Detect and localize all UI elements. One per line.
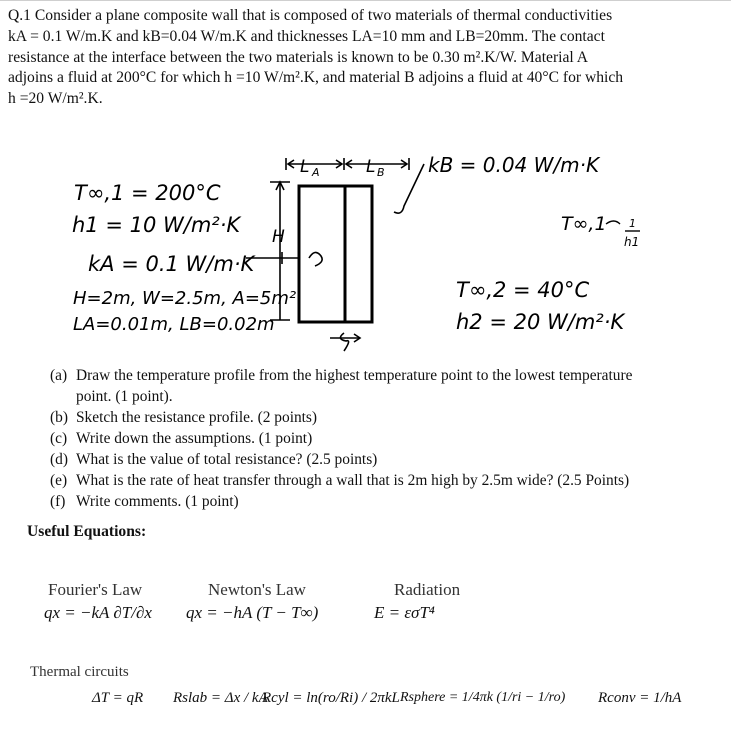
thickness-label: LA=0.01m, LB=0.02m xyxy=(73,314,275,335)
question-line-1: Q.1 Consider a plane composite wall that is composed of two materials of thermal conductivities xyxy=(8,7,613,24)
tinf1-label: T∞,1 = 200°C xyxy=(74,181,221,205)
radiation-equation: E = εσT⁴ xyxy=(374,603,435,622)
tinf1-pointer xyxy=(606,221,620,224)
fourier-law-equation: qx = −kA ∂T/∂x xyxy=(44,603,152,622)
wall-b xyxy=(345,186,372,322)
ka-label: kA = 0.1 W/m·K xyxy=(88,252,255,276)
newton-law-label: Newton's Law xyxy=(208,580,306,599)
rsphere-equation: Rsphere = 1/4πk (1/ri − 1/ro) xyxy=(400,690,566,705)
one-over-h1-num: 1 xyxy=(629,217,636,230)
h2-label: h2 = 20 W/m²·K xyxy=(456,310,625,334)
question-line-2: kA = 0.1 W/m.K and kB=0.04 W/m.K and thicknesses LA=10 mm and LB=20mm. The contact xyxy=(8,27,605,45)
tinf2-label: T∞,2 = 40°C xyxy=(456,278,590,302)
dimensions-label: H=2m, W=2.5m, A=5m² xyxy=(73,288,297,309)
part-row: (c) Write down the assumptions. (1 point) xyxy=(50,430,313,447)
rconv-equation: Rconv = 1/hA xyxy=(598,690,682,706)
question-parts xyxy=(50,365,720,512)
lb-label: L xyxy=(366,157,376,177)
h-height-label: H xyxy=(272,227,285,247)
radiation-label: Radiation xyxy=(394,580,461,599)
question-line-4: adjoins a fluid at 200°C for which h =10 W/m².K, and material B adjoins a fluid at 40°C for which xyxy=(8,69,624,87)
fourier-law-label: Fourier's Law xyxy=(48,580,143,599)
part-row: (f) Write comments. (1 point) xyxy=(50,493,239,510)
one-over-h1-den: h1 xyxy=(624,235,640,249)
lb-subscript: B xyxy=(377,166,385,179)
newton-law-equation: qx = −hA (T − T∞) xyxy=(186,603,319,622)
part-row: (e) What is the rate of heat transfer through a wall that is 2m high by 2.5m wide? (2.5 Points) xyxy=(50,472,630,489)
question-line-3: resistance at the interface between the two materials is known to be 0.30 m².K/W. Material A xyxy=(8,48,589,66)
question-line-5: h =20 W/m².K. xyxy=(8,90,103,108)
part-row: (a) Draw the temperature profile from the highest temperature point to the lowest temperature xyxy=(50,367,633,384)
composite-wall-figure xyxy=(0,0,731,365)
kb-label: kB = 0.04 W/m·K xyxy=(428,153,600,177)
useful-equations-heading: Useful Equations: xyxy=(27,523,147,540)
la-label: L xyxy=(300,157,310,177)
h1-label: h1 = 10 W/m²·K xyxy=(72,213,241,237)
part-row: (d) What is the value of total resistance? (2.5 points) xyxy=(50,451,378,468)
wall-a xyxy=(299,186,345,322)
la-subscript: A xyxy=(312,166,320,179)
rcyl-equation: Rcyl = ln(ro/Ri) / 2πkL xyxy=(262,690,400,706)
part-row: (b) Sketch the resistance profile. (2 points) xyxy=(50,409,318,426)
delta-t-equation: ΔT = qR xyxy=(92,690,144,706)
tinf1-right-label: T∞,1 xyxy=(561,213,607,235)
part-row: point. (1 point). xyxy=(76,388,173,405)
rslab-equation: Rslab = Δx / kA xyxy=(173,690,268,706)
thermal-circuits-label: Thermal circuits xyxy=(30,664,129,680)
